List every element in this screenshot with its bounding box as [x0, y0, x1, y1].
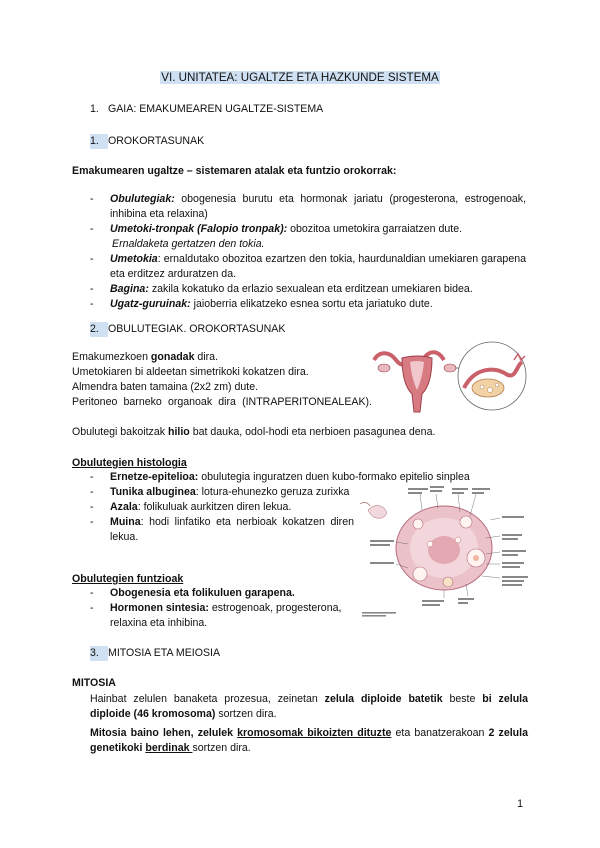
list-item: - Tunika albuginea: lotura-ehunezko geruza zurixka: [90, 485, 354, 500]
uterus-ovary-illustration: [366, 338, 528, 418]
list-item: - Azala: folikuluak aurkitzen diren lekua.: [90, 500, 354, 515]
mitosis-heading: MITOSIA: [72, 677, 116, 689]
functions-list: [90, 586, 356, 631]
list-item: - Obulutegiak: obogenesia burutu eta hormonak jariatu (progesterona, estrogenoak, inhibina eta relaxina): [90, 192, 526, 222]
histology-list: [90, 470, 470, 545]
unit-title: VI. UNITATEA: UGALTZE ETA HAZKUNDE SISTEMA: [161, 71, 439, 84]
list-item: - Ernetze-epitelioa: obulutegia inguratzen duen kubo-formako epitelio sinplea: [90, 470, 500, 485]
functions-heading: Obulutegien funtzioak: [72, 573, 184, 585]
section-1-heading: 1. OROKORTASUNAK: [90, 134, 204, 149]
list-item: - Hormonen sintesia: estrogenoak, progesterona, relaxina eta inhibina.: [90, 601, 356, 631]
list-item: - Umetokia: ernaldutako obozitoa ezartzen den tokia, haurdunaldian umekiaren garapena eta erditzez arduratzen da.: [90, 252, 526, 282]
list-item: - Obogenesia eta folikuluen garapena.: [90, 586, 356, 601]
histology-heading: Obulutegien histologia: [72, 457, 187, 469]
list-item: - Bagina: zakila kokatuko da erlazio sexualean eta erditzean umekiaren bidea.: [90, 282, 526, 297]
mitosis-paragraph-1: Hainbat zelulen banaketa prozesua, zeinetan zelula diploide batetik beste bi zelula diploide (46 kromosoma) sortzen dira.: [90, 693, 528, 721]
mitosis-paragraph-2: Mitosia baino lehen, zelulek kromosomak bikoizten dituzte eta banatzerakoan 2 zelula genetikoki berdinak sortzen dira.: [90, 727, 528, 755]
parts-list: [90, 192, 526, 312]
ovary-histology-illustration: [358, 484, 530, 622]
page-number: 1: [517, 798, 523, 810]
list-item: - Umetoki-tronpak (Falopio tronpak): obozitoa umetokira garraiatzen dute. Ernaldaketa gertatzen den tokia.: [90, 222, 526, 252]
ovary-general-text: Emakumezkoen gonadak dira. Umetokiaren bi aldeetan simetrikoki kokatzen dira. Almendra baten tamaina (2x2 zm) dute. Peritoneo barneko organoak dira (INTRAPERITONEALEAK).: [72, 351, 372, 409]
section-3-heading: 3. MITOSIA ETA MEIOSIA: [90, 646, 220, 661]
ovary-hilio-text: Obulutegi bakoitzak hilio bat dauka, odol-hodi eta nerbioen pasagunea dena.: [72, 426, 436, 438]
section-2-heading: 2. OBULUTEGIAK. OROKORTASUNAK: [90, 322, 285, 337]
list-item: - Ugatz-guruinak: jaioberria elikatzeko esnea sortu eta jariatuko dute.: [90, 297, 526, 312]
list-item: - Muina: hodi linfatiko eta nerbioak kokatzen diren lekua.: [90, 515, 354, 545]
intro-heading: Emakumearen ugaltze – sistemaren atalak eta funtzio orokorrak:: [72, 165, 397, 177]
topic-heading: 1. GAIA: EMAKUMEAREN UGALTZE-SISTEMA: [90, 103, 324, 115]
